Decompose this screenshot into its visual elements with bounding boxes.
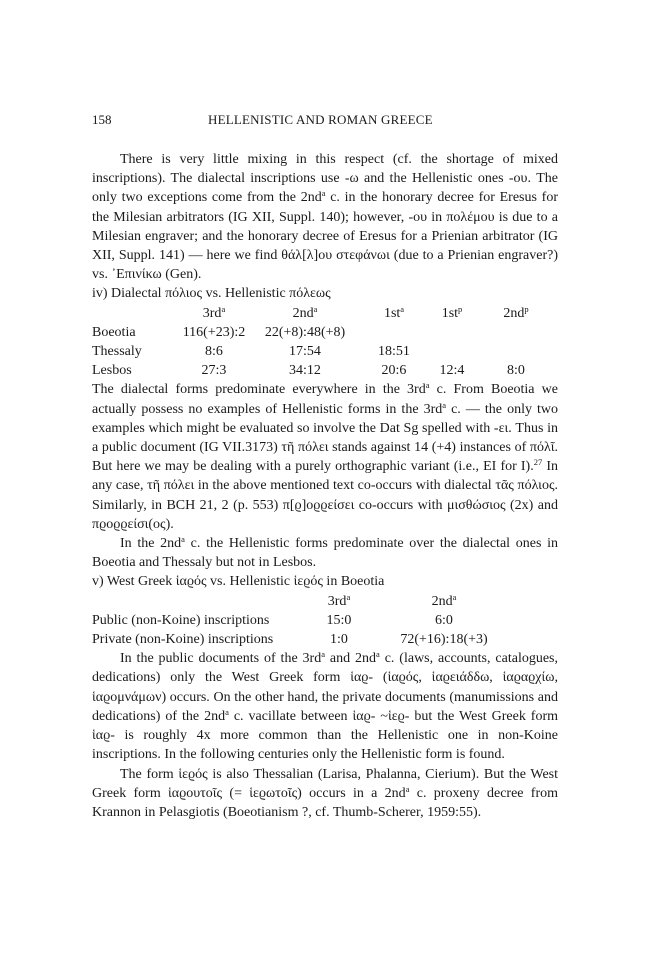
running-title: HELLENISTIC AND ROMAN GREECE — [208, 112, 433, 127]
table-header-row — [92, 304, 556, 323]
table-row — [92, 342, 556, 361]
paragraph-second-century: In the $2nd^a$ c. the Hellenistic forms predominate over the dialectal ones in Boeotia and Thessaly but not in Lesbos. — [92, 534, 559, 571]
table-cell — [476, 342, 556, 361]
table-cell — [428, 342, 476, 361]
table-cell: 20:6 — [381, 363, 407, 379]
column-header: $2nd^p$ — [503, 303, 529, 321]
row-label: Lesbos — [92, 363, 132, 379]
table-cell: 34:12 — [289, 363, 321, 379]
column-header: $1st^a$ — [383, 303, 405, 321]
table-cell: 27:3 — [201, 363, 227, 379]
footnote-marker[interactable]: 27 — [533, 457, 543, 468]
paragraph-thessalian: The form ἱεϱός is also Thessalian (Larisa, Phalanna, Cierium). But the West Greek form ἱαϱουτοῖς (= ἱεϱωτοῖς) occurs in a $2nd^a$ c. proxeny decree from Krannon in Pelasgiotis (Boeotianism ?, cf. Thumb-Scherer, 1959:55). — [92, 766, 559, 820]
table-cell: 18:51 — [378, 344, 410, 360]
paragraph-dialectal-forms: The dialectal forms predominate everywhere in the $3rd^a$ c. From Boeotia we actually possess no examples of Hellenistic forms in the $3rd^a$ c. — the only two examples which might be evaluated so involve the Dat Sg spelled with -ει. Thus in a public document (IG VII.3173) τῆ πόλει stands against 14 (+4) instances of πόλῖ. But here we may be dealing with a purely orthographic variant (i.e., EI for I).$^{27}$ In any case, τῆ πόλει in the above mentioned text co-occurs with dialectal τᾶς πόλιος. Similarly, in BCH 21, 2 (p. 553) π[ϱ]οϱϱείσει co-occurs with μισθώσιος (2x) and πϱοϱϱείσι(ος). — [92, 380, 559, 532]
column-header: $2nd^a$ — [431, 591, 457, 609]
table-polios — [92, 304, 556, 381]
table-row — [92, 361, 556, 380]
table-cell: 17:54 — [289, 344, 321, 360]
table-cell — [360, 323, 428, 342]
table-cell: 15:0 — [326, 612, 352, 628]
table-cell: 1:0 — [330, 632, 348, 648]
paragraph-public-documents: In the public documents of the $3rd^a$ and $2nd^a$ c. (laws, accounts, catalogues, dedications) only the West Greek form ἱαϱ- (ἱαϱός, ἱαϱειάδδω, ἱαϱαϱχίω, ἱαϱομνάμων) occurs. On the other hand, the private documents (manumissions and dedications) of the $2nd^a$ c. vacillate between ἱαϱ- ~ἱεϱ- but the West Greek form ἱαϱ- is roughly 4x more common than the Hellenistic one in non-Koine inscriptions. In the following centuries only the Hellenistic form is found. — [92, 649, 559, 763]
section-iv-heading: iv) Dialectal πόλιος vs. Hellenistic πόλεως — [92, 286, 331, 302]
column-header: $3rd^a$ — [202, 303, 226, 321]
table-cell — [476, 323, 556, 342]
row-label: Public (non-Koine) inscriptions — [92, 612, 270, 628]
column-header: $1st^p$ — [441, 303, 463, 321]
table-iaros — [92, 592, 516, 650]
table-row — [92, 323, 556, 342]
column-header: $3rd^a$ — [327, 591, 351, 609]
row-label: Boeotia — [92, 324, 136, 340]
table-header-row — [92, 592, 516, 611]
table-cell: 116(+23):2 — [182, 324, 246, 340]
row-label: Thessaly — [92, 344, 142, 360]
table-cell: 72(+16):18(+3) — [400, 632, 488, 648]
table-cell: 22(+8):48(+8) — [264, 324, 346, 340]
table-row — [92, 611, 516, 630]
row-label: Private (non-Koine) inscriptions — [92, 632, 274, 648]
table-cell: 8:0 — [507, 363, 525, 379]
table-cell: 12:4 — [439, 363, 465, 379]
page-body — [92, 150, 558, 822]
table-cell: 6:0 — [435, 612, 453, 628]
table-cell — [428, 323, 476, 342]
section-v-heading: v) West Greek ἱαϱός vs. Hellenistic ἱεϱός in Boeotia — [92, 574, 385, 590]
table-row — [92, 630, 516, 649]
page-header — [92, 112, 558, 130]
column-header: $2nd^a$ — [292, 303, 318, 321]
table-cell: 8:6 — [205, 344, 223, 360]
page-number: 158 — [92, 112, 112, 127]
paragraph-mixing: There is very little mixing in this respect (cf. the shortage of mixed inscriptions). The dialectal inscriptions use -ω and the Hellenistic ones -ου. The only two exceptions come from the $2nd^a$ c. in the honorary decree for Eresus for the Milesian arbitrators (IG XII, Suppl. 140); however, -ου in πολέμου is due to a Milesian engraver; and the honorary decree of Eresus for a Prienian arbitrator (IG XII, Suppl. 141) — here we find θάλ[λ]ου στεφάνωι (due to a Prienian engraver?) vs. ᾽Επινίκω (Gen). — [92, 152, 559, 283]
